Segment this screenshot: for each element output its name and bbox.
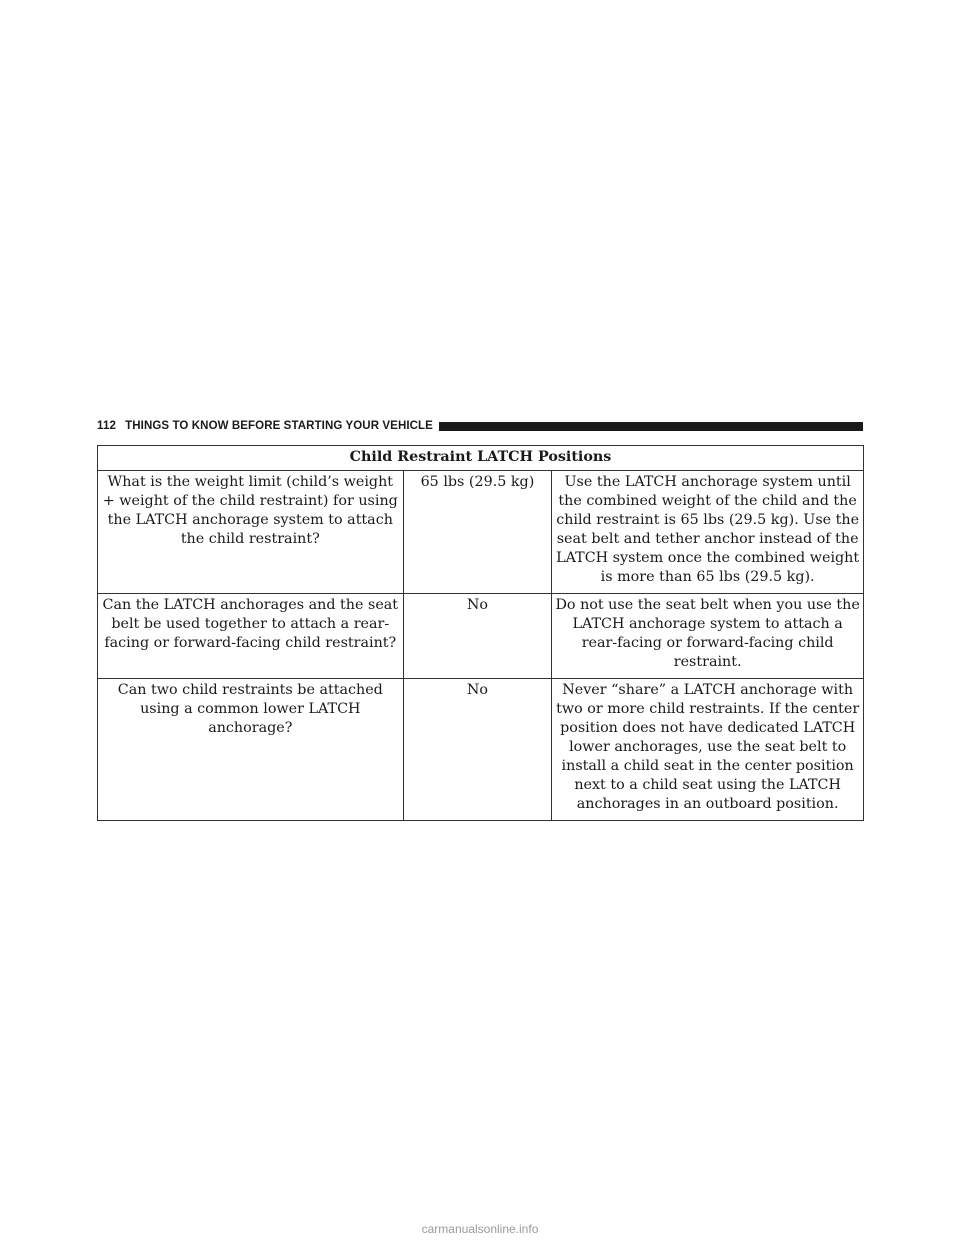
question-cell: Can the LATCH anchorages and the seat belt be used together to attach a rear-facing or forward-facing child restraint? [98,594,404,679]
table-row [98,679,864,821]
answer-cell: No [403,594,552,679]
question-cell: What is the weight limit (child’s weight + weight of the child restraint) for using the LATCH anchorage system to attach the child restraint? [98,471,404,594]
explanation-cell: Use the LATCH anchorage system until the combined weight of the child and the child restraint is 65 lbs (29.5 kg). Use the seat belt and tether anchor instead of the LATCH system once the combined weight is more than 65 lbs (29.5 kg). [552,471,864,594]
table-row [98,594,864,679]
explanation-cell: Do not use the seat belt when you use the LATCH anchorage system to attach a rear-facing or forward-facing child restraint. [552,594,864,679]
explanation-cell: Never “share” a LATCH anchorage with two or more child restraints. If the center position does not have dedicated LATCH lower anchorages, use the seat belt to install a child seat in the center position next to a child seat using the LATCH anchorages in an outboard position. [552,679,864,821]
section-title: THINGS TO KNOW BEFORE STARTING YOUR VEHICLE [125,420,433,432]
page-header [97,418,863,434]
site-watermark: carmanualsonline.info [421,1222,539,1236]
table-row [98,471,864,594]
table-title-row [98,446,864,471]
page-number: 112 [97,420,117,432]
latch-positions-table [97,445,864,821]
header-rule [439,422,863,431]
question-cell: Can two child restraints be attached using a common lower LATCH anchorage? [98,679,404,821]
answer-cell: 65 lbs (29.5 kg) [403,471,552,594]
answer-cell: No [403,679,552,821]
table-title: Child Restraint LATCH Positions [98,446,864,471]
